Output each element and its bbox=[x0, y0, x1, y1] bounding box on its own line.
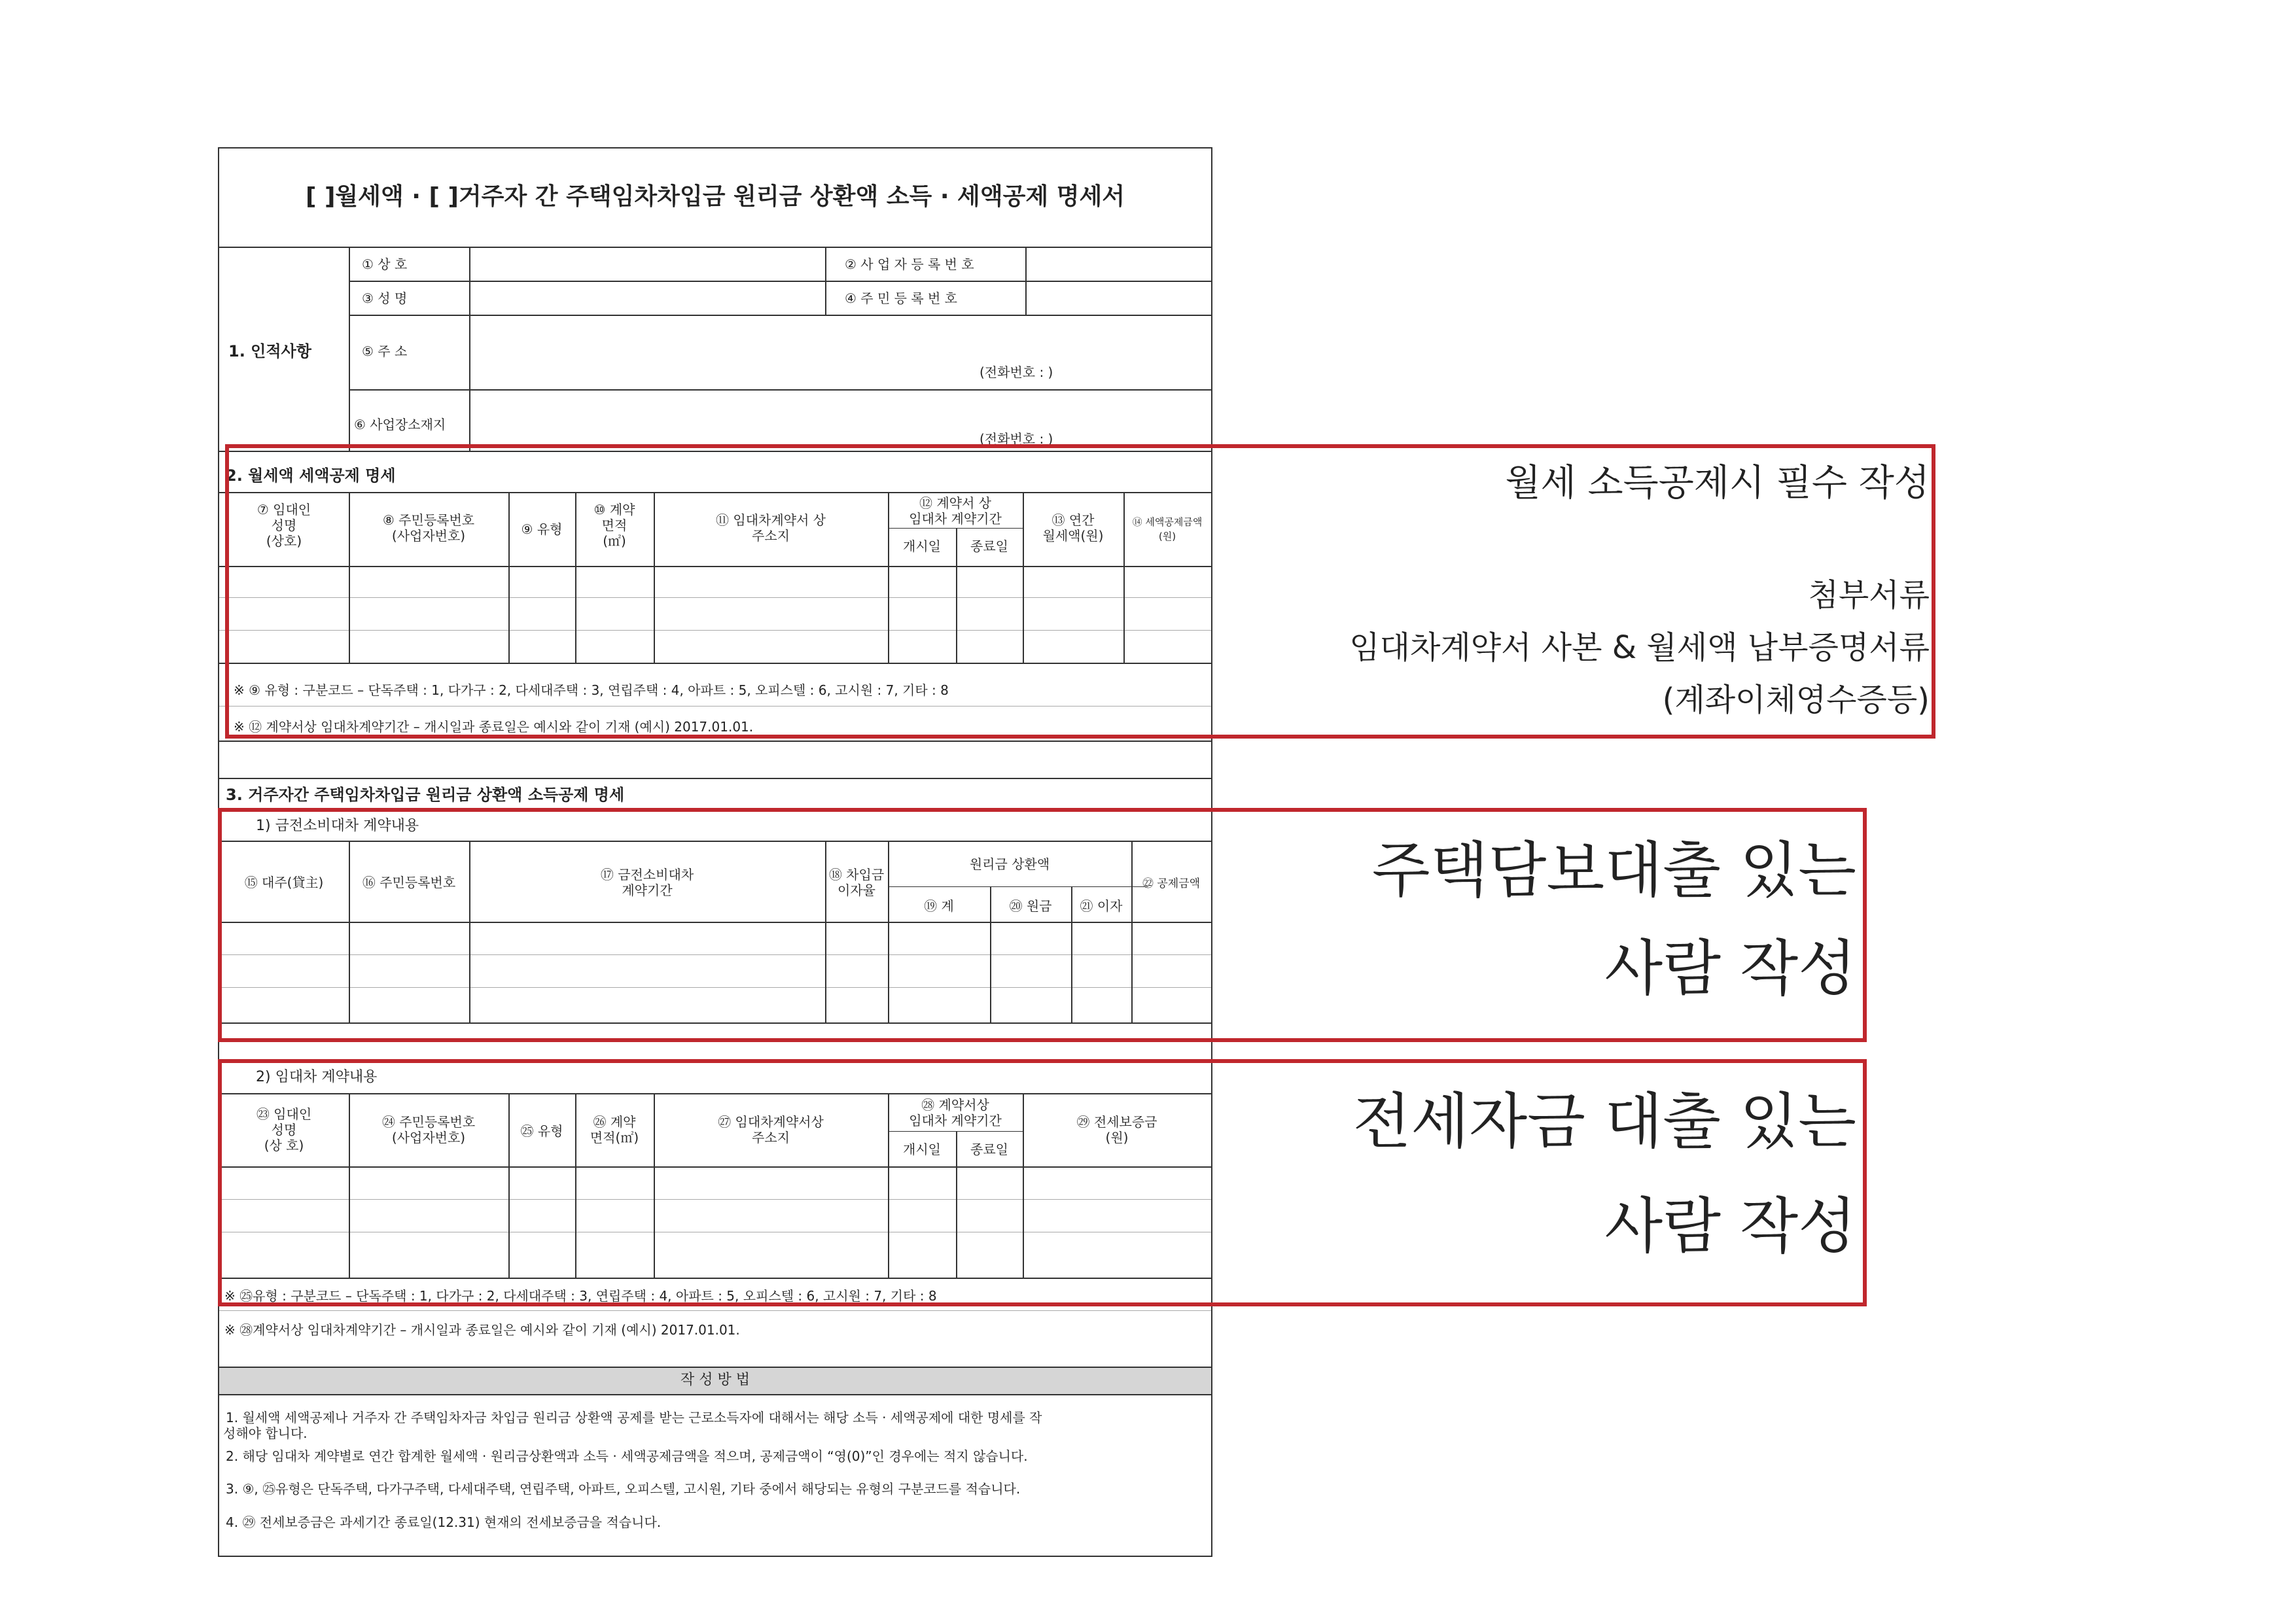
col-end-date-2: 종료일 bbox=[970, 1142, 1008, 1157]
col-interest-rate: ⑱ 차입금 이자율 bbox=[828, 867, 885, 898]
field-label-trade-name: ① 상 호 bbox=[362, 256, 408, 272]
col-annual-rent: ⑬ 연간 월세액(원) bbox=[1042, 512, 1104, 544]
divider bbox=[219, 247, 1211, 248]
section2-note-period: ※ ⑫ 계약서상 임대차계약기간 – 개시일과 종료일은 예시와 같이 기재 (예시) 2017.01.01. bbox=[234, 719, 754, 735]
annotation-attachments-title: 첨부서류 bbox=[1808, 577, 1930, 614]
col-total: ⑲ 계 bbox=[924, 898, 954, 914]
section3-heading: 3. 거주자간 주택임차차입금 원리금 상환액 소득공제 명세 bbox=[226, 786, 625, 804]
col-lessor-name: ⑦ 임대인 성명 (상호) bbox=[256, 502, 311, 549]
subsection-lease-heading: 2) 임대차 계약내용 bbox=[256, 1069, 378, 1085]
col-registration-number: ⑧ 주민등록번호 (사업자번호) bbox=[382, 512, 475, 544]
col-principal: ⑳ 원금 bbox=[1009, 898, 1052, 914]
col-lease-period-2: ㉘ 계약서상 임대차 계약기간 bbox=[909, 1097, 1002, 1128]
field-label-business-number: ② 사 업 자 등 록 번 호 bbox=[845, 256, 974, 272]
col-interest: ㉑ 이자 bbox=[1080, 898, 1123, 914]
col-deduction: ㉒ 공제금액 bbox=[1142, 877, 1201, 890]
col-type: ⑨ 유형 bbox=[521, 521, 563, 537]
form-title: [ ]월세액 · [ ]거주자 간 주택임차차입금 원리금 상환액 소득 · 세액공제 명세서 bbox=[305, 183, 1125, 210]
field-label-name: ③ 성 명 bbox=[362, 290, 408, 306]
subsection-loan-heading: 1) 금전소비대차 계약내용 bbox=[256, 818, 419, 834]
col-registration-number-2: ㉔ 주민등록번호 (사업자번호) bbox=[381, 1114, 476, 1145]
col-loan-period: ⑰ 금전소비대차 계약기간 bbox=[600, 867, 694, 898]
section1-heading: 1. 인적사항 bbox=[228, 342, 311, 360]
guide-item-4: 4. ㉙ 전세보증금은 과세기간 종료일(12.31) 현재의 전세보증금을 적습니다. bbox=[226, 1514, 662, 1530]
col-lessor-name-2: ㉓ 임대인 성명 (상 호) bbox=[256, 1106, 312, 1153]
annotation-monthly-rent-required: 월세 소득공제시 필수 작성 bbox=[1505, 462, 1930, 504]
col-tax-credit: ⑭ 세액공제금액 (원) bbox=[1132, 516, 1203, 542]
divider bbox=[219, 741, 1211, 742]
field-label-address: ⑤ 주 소 bbox=[362, 343, 408, 359]
col-start-date: 개시일 bbox=[903, 538, 941, 554]
divider bbox=[219, 1394, 1211, 1395]
col-contract-area-2: ㉖ 계약 면적(㎡) bbox=[590, 1114, 639, 1145]
col-type-2: ㉕ 유형 bbox=[520, 1123, 563, 1139]
divider bbox=[469, 247, 470, 451]
col-lender-registration: ⑯ 주민등록번호 bbox=[362, 875, 456, 890]
col-lease-period: ⑫ 계약서 상 임대차 계약기간 bbox=[909, 495, 1002, 527]
col-start-date-2: 개시일 bbox=[903, 1142, 941, 1157]
divider bbox=[219, 778, 1211, 779]
field-label-resident-number: ④ 주 민 등 록 번 호 bbox=[845, 290, 957, 306]
phone-label: (전화번호 : ) bbox=[980, 364, 1053, 380]
col-end-date: 종료일 bbox=[970, 538, 1008, 554]
divider bbox=[349, 315, 1211, 316]
divider bbox=[349, 247, 350, 451]
guide-item-1: 1. 월세액 세액공제나 거주자 간 주택임차자금 차입금 원리금 상환액 공제를 받는 근로소득자에 대해서는 해당 소득 · 세액공제에 대한 명세를 작 bbox=[226, 1410, 1042, 1425]
annotation-attachments-note: (계좌이체영수증등) bbox=[1662, 682, 1930, 718]
col-repayment: 원리금 상환액 bbox=[969, 856, 1050, 872]
section2-note-type: ※ ⑨ 유형 : 구분코드 – 단독주택 : 1, 다가구 : 2, 다세대주택 : 3, 연립주택 : 4, 아파트 : 5, 오피스텔 : 6, 고시원 : 7, 기타 : 8 bbox=[234, 682, 949, 698]
annotation-attachments-list: 임대차계약서 사본 & 월세액 납부증명서류 bbox=[1349, 629, 1930, 666]
annotation-jeonse-line1: 전세자금 대출 있는 bbox=[1352, 1087, 1856, 1157]
col-lease-address: ⑪ 임대차계약서 상 주소지 bbox=[716, 512, 826, 544]
field-label-workplace: ⑥ 사업장소재지 bbox=[354, 417, 446, 432]
annotation-jeonse-line2: 사람 작성 bbox=[1604, 1191, 1856, 1261]
col-lease-address-2: ㉗ 임대차계약서상 주소지 bbox=[718, 1114, 824, 1145]
section2-heading: 2. 월세액 세액공제 명세 bbox=[226, 466, 396, 485]
col-contract-area: ⑩ 계약 면적 (㎡) bbox=[593, 502, 635, 549]
annotation-mortgage-line1: 주택담보대출 있는 bbox=[1371, 835, 1856, 905]
divider bbox=[219, 1310, 1211, 1311]
guide-item-1-cont: 성해야 합니다. bbox=[223, 1425, 308, 1441]
divider bbox=[349, 389, 1211, 391]
col-deposit: ㉙ 전세보증금 (원) bbox=[1076, 1114, 1157, 1145]
annotation-mortgage-line2: 사람 작성 bbox=[1604, 934, 1856, 1003]
section3-note-type: ※ ㉕유형 : 구분코드 – 단독주택 : 1, 다가구 : 2, 다세대주택 : 3, 연립주택 : 4, 아파트 : 5, 오피스텔 : 6, 고시원 : 7, 기타 : 8 bbox=[224, 1288, 937, 1304]
phone-label: (전화번호 : ) bbox=[980, 431, 1053, 447]
divider bbox=[219, 1367, 1211, 1368]
col-lender: ⑮ 대주(貸主) bbox=[244, 875, 324, 890]
guide-item-2: 2. 해당 임대차 계약별로 연간 합계한 월세액 · 원리금상환액과 소득 · 세액공제금액을 적으며, 공제금액이 “영(0)”인 경우에는 적지 않습니다. bbox=[226, 1448, 1028, 1464]
section3-note-period: ※ ㉘계약서상 임대차계약기간 – 개시일과 종료일은 예시와 같이 기재 (예시) 2017.01.01. bbox=[224, 1322, 740, 1338]
guide-item-3: 3. ⑨, ㉕유형은 단독주택, 다가구주택, 다세대주택, 연립주택, 아파트, 오피스텔, 고시원, 기타 중에서 해당되는 유형의 구분코드를 적습니다. bbox=[226, 1481, 1021, 1497]
guide-heading: 작 성 방 법 bbox=[680, 1372, 750, 1388]
divider bbox=[349, 281, 1211, 282]
